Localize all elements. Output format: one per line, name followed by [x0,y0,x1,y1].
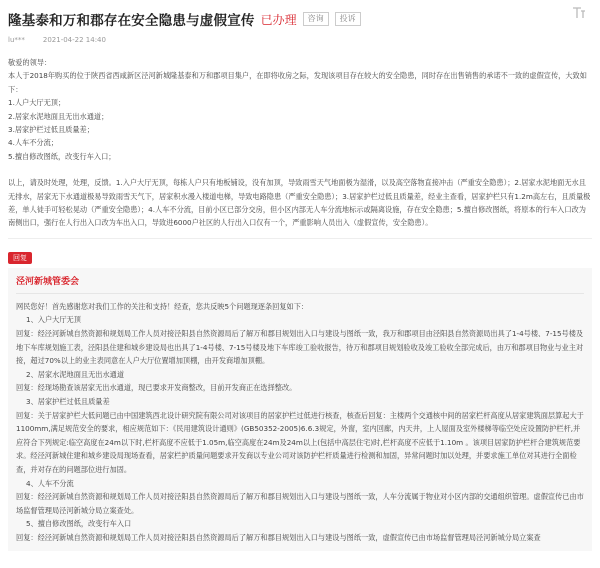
list-item: 4.人车不分流； [8,138,58,148]
list-item: 2.居家水泥地面且无出水通道； [8,111,109,121]
reply-heading: 3、居家护栏过低且质量差 [26,397,110,407]
post-user: lu*** [8,36,25,44]
post-date: 2021-04-22 14:40 [42,36,106,44]
reply-body [16,300,584,545]
text-icon[interactable] [572,6,588,22]
status-badge: 已办理 [260,12,297,27]
reply-paragraph: 回复：经泾河新城自然资源和规划局工作人员对接泾阳县自然资源局后了解万和郡目规划出入口与建设与图纸一致，人车分流属于物业对小区内部的交通组织管理。虚假宣传已由市场监督管理局泾河新城分局立案查处。 [16,492,584,515]
reply-paragraph: 回复：关于居家护栏大低问题已由中国建筑西北设计研究院有限公司对该项目的居家护栏过低进行核查，核查后回复：主楼两个交通核中间的居家栏杆高度从居家建筑面层算起大于1100mm,满足规范安全的要求，相应规范如下：《民用建筑设计通则》(GB50352-2005)6.6.3规定，外窗，室内回廊，内天井，上人屋面及室外楼梯等临空处应设置防护栏杆,并应符合下列规定:临空高度在24m以下时,栏杆高度不应低于1.05m,临空高度在24m及24m以上(包括中高层住宅)时,栏杆高度不应低于1.10m 。该项目居家防护栏杆合建筑规范要求。经泾河新城住建和城乡建设局现场查看，居家栏护质量问题要求开发商以专业公司对该防护栏杆质量进行检测和加固，异常问题时加以处理，并要求施工单位对其进行全面检查，并对存在的问题部位进行加固。 [16,410,584,474]
reply-paragraph: 回复：经泾河新城自然资源和规划局工作人员对接泾阳县自然资源局后了解万和郡目规划出入口与建设与图纸一致，虚假宣传已由市场监督管理局泾河新城分局立案查 [16,532,541,542]
title-row [8,0,592,30]
reply-paragraph: 网民您好！首先感谢您对我们工作的关注和支持！经查，您共反映5个问题现逐条回复如下： [16,301,309,311]
reply-box [8,268,592,551]
list-item: 3.居家护栏过低且质量差； [8,125,94,135]
reply-badge: 回复 [8,252,32,264]
reply-heading: 2、居家水泥地面且无出水通道 [26,369,125,379]
reply-heading: 1、入户大厅无顶 [26,315,81,325]
reply-heading: 4、人车不分流 [26,478,74,488]
complaint-body [8,56,592,230]
post-meta [8,36,592,44]
reply-section [8,238,592,551]
detail-paragraph: 以上，请及时处理，处理，反馈。1.入户大厅无顶，每栋人户只有地板铺设，没有加顶，导致雨雪天气地面极为湿滑，以及高空落物直接冲击（严重安全隐患）；2.居家水泥地面无水且无排水，居家无下水通道极易导致雨雪天气下，居家积水漫入楼道电梯，导致电路隐患（严重安全隐患）；3.居家护栏过低且质量差，经业主查看，居家护栏只有1.2m高左右，且质量极差，单人徒手可轻松晃动（严重安全隐患）；4.人车不分流，目前小区已部分交房，但小区内部无人车分流地标示或隔离设施，存在安全隐患；5.擅自修改图纸，将原本的行车入口改为南侧出口，强行在人行出入口改为车出入口，导致进6000户社区的人行出入口仅有一个，严重影响人员出入（虚假宣传，安全隐患）。 [8,178,591,228]
page-title: 隆基泰和万和郡存在安全隐患与虚假宣传 [8,13,255,29]
reply-paragraph: 回复：经现场勘查该居家无出水通道，现已要求开发商整改，目前开发商正在选择整改。 [16,383,297,393]
intro: 本人于2018年购买的位于陕西省西咸新区泾河新城隆基泰和万和郡项目集户，在即将收房之际，发现该项目存在较大的安全隐患，同时存在出售销售的承诺不一致的虚假宣传，大致如下： [8,71,587,94]
reply-paragraph: 回复：经泾河新城自然资源和规划局工作人员对接泾阳县自然资源局后了解万和郡目规划出入口与建设与图纸一致，我万和郡项目由泾阳县自然资源局出具了1-4号楼、7-15号楼及地下车库规划施工表，泾阳县住建和城乡建设局也出具了1-4号楼、7-15号楼及地下车库竣工验收报告，待万和郡项目规划验收及竣工验收全部完成后，由万和郡项目物业与业主对接，超过70%以上的业主表同意在人户大厅位置增加顶棚，由开发商增加顶棚。 [16,329,584,366]
reply-org: 泾河新城管委会 [16,274,584,294]
reply-heading: 5、擅自修改图纸，改变行车入口 [26,519,132,529]
tag-complaint[interactable]: 投诉 [335,12,361,26]
tag-consult[interactable]: 咨询 [303,12,329,26]
list-item: 1.人户大厅无顶； [8,98,66,108]
greeting: 敬爱的领导： [8,58,52,67]
list-item: 5.擅自修改图纸，改变行车入口； [8,151,116,161]
